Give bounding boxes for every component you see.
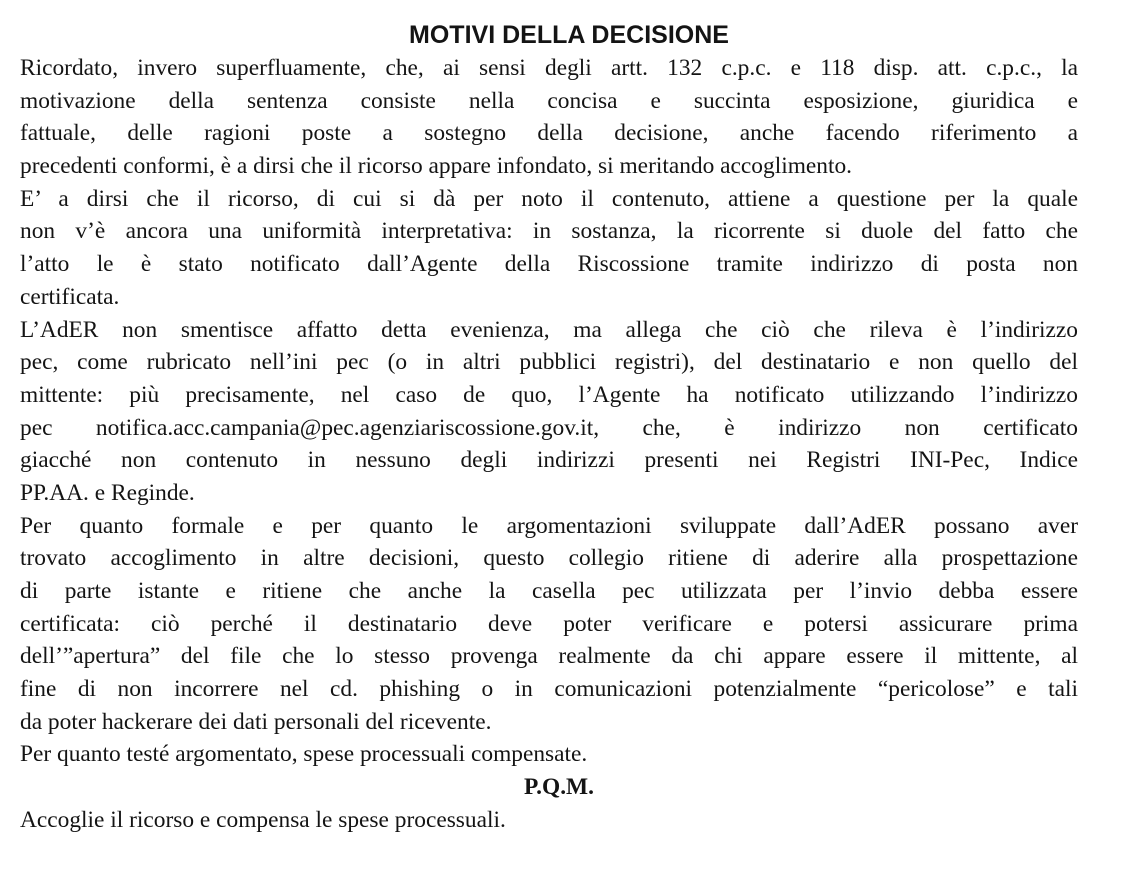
text-line-content: da poter hackerare dei dati personali del ricevente.: [20, 708, 492, 735]
text-line: [20, 52, 1078, 85]
text-line: [20, 379, 1078, 412]
text-line-content: mittente: più precisamente, nel caso de quo, l’Agente ha notificato utilizzando l’indirizzo: [20, 381, 1078, 408]
text-line-content: motivazione della sentenza consiste nella concisa e succinta esposizione, giuridica e: [20, 87, 1078, 114]
text-line: [20, 738, 1078, 771]
text-line-content: PP.AA. e Reginde.: [20, 479, 195, 506]
text-line: [20, 542, 1078, 575]
paragraph: [20, 510, 1078, 739]
text-line: [20, 215, 1078, 248]
text-line-content: Per quanto formale e per quanto le argomentazioni sviluppate dall’AdER possano aver: [20, 512, 1078, 539]
text-line-content: pec, come rubricato nell’ini pec (o in altri pubblici registri), del destinatario e non quello del: [20, 349, 1078, 376]
text-line: [20, 183, 1078, 216]
text-line: [20, 510, 1078, 543]
text-line-content: Per quanto testé argomentato, spese processuali compensate.: [20, 741, 588, 768]
text-line-content: E’ a dirsi che il ricorso, di cui si dà per noto il contenuto, attiene a questione per la quale: [20, 185, 1078, 212]
text-line-content: Ricordato, invero superfluamente, che, ai sensi degli artt. 132 c.p.c. e 118 disp. att. c.p.c., la: [20, 55, 1078, 81]
text-line: [20, 412, 1078, 445]
text-line: [20, 575, 1078, 608]
paragraph: [20, 183, 1078, 314]
text-line-content: certificata.: [20, 283, 120, 310]
text-line: [20, 706, 1078, 739]
dispositive-text: Accoglie il ricorso e compensa le spese processuali.: [20, 806, 506, 833]
text-line-content: trovato accoglimento in altre decisioni, questo collegio ritiene di aderire alla prospettazione: [20, 545, 1078, 572]
text-line: [20, 444, 1078, 477]
paragraph: [20, 738, 1078, 771]
text-line-content: dell’”apertura” del file che lo stesso provenga realmente da chi appare essere il mittente, al: [20, 643, 1078, 670]
text-line: [20, 248, 1078, 281]
text-line: [20, 673, 1078, 706]
text-line: [20, 640, 1078, 673]
text-line-content: di parte istante e ritiene che anche la casella pec utilizzata per l’invio debba essere: [20, 578, 1078, 604]
text-line: [20, 477, 1078, 510]
text-line-content: l’atto le è stato notificato dall’Agente della Riscossione tramite indirizzo di posta non: [20, 251, 1078, 278]
text-line: [20, 85, 1078, 118]
pqm-heading: P.Q.M.: [524, 774, 594, 801]
document-page: [20, 18, 1078, 837]
text-line-content: fattuale, delle ragioni poste a sostegno della decisione, anche facendo riferimento a: [20, 120, 1078, 147]
text-line-content: non v’è ancora una uniformità interpretativa: in sostanza, la ricorrente si duole del fatto che: [20, 218, 1078, 245]
text-line: [20, 281, 1078, 314]
paragraph: [20, 314, 1078, 510]
text-line-content: precedenti conformi, è a dirsi che il ricorso appare infondato, si meritando accoglimento.: [20, 153, 853, 180]
text-line: [20, 117, 1078, 150]
dispositive-paragraph: [20, 804, 1078, 837]
text-line: [20, 346, 1078, 379]
text-line-content: giacché non contenuto in nessuno degli indirizzi presenti nei Registri INI-Pec, Indice: [20, 447, 1078, 474]
text-line-content: L’AdER non smentisce affatto detta evenienza, ma allega che ciò che rileva è l’indirizzo: [20, 316, 1078, 343]
text-line-content: certificata: ciò perché il destinatario deve poter verificare e potersi assicurare prima: [20, 610, 1078, 637]
text-line-content: pec notifica.acc.campania@pec.agenziariscossione.gov.it, che, è indirizzo non certificato: [20, 414, 1078, 441]
text-line: [20, 608, 1078, 641]
text-line: [20, 150, 1078, 183]
reasons-body: [20, 52, 1078, 771]
text-line-content: fine di non incorrere nel cd. phishing o in comunicazioni potenzialmente “pericolose” e tali: [20, 676, 1078, 703]
paragraph: [20, 52, 1078, 183]
section-title: MOTIVI DELLA DECISIONE: [409, 21, 729, 49]
text-line: [20, 804, 1078, 837]
text-line: [20, 314, 1078, 347]
